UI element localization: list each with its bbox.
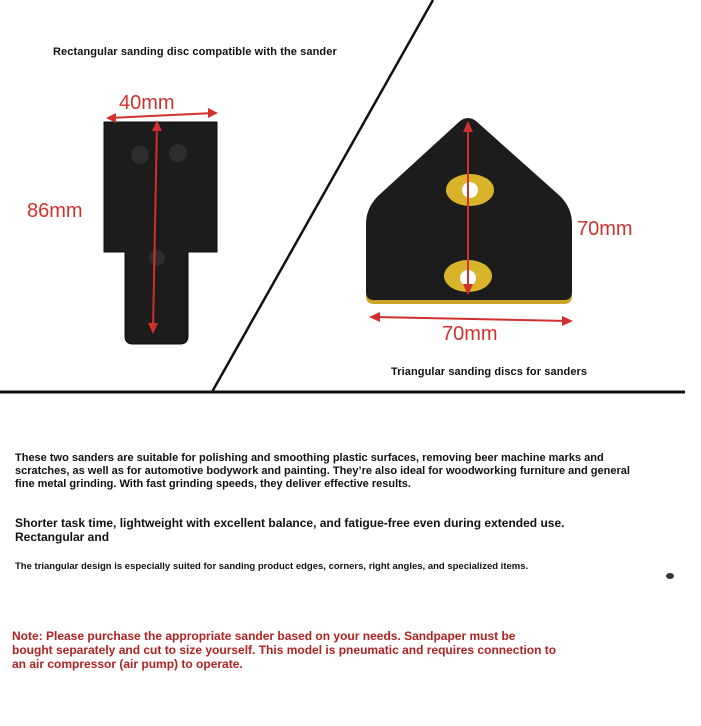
purchase-note: Note: Please purchase the appropriate sander based on your needs. Sandpaper must be bought separately and cut to size yourself. This model is pneumatic and requires connection to an air compressor (air pump) to operate. xyxy=(12,629,557,671)
description-paragraph-3: The triangular design is especially suited for sanding product edges, corners, right angles, and specialized items. xyxy=(15,561,529,572)
tri-disc-caption: Triangular sanding discs for sanders xyxy=(391,366,588,378)
tri-height-label: 70mm xyxy=(577,218,633,240)
description-paragraph-2: Shorter task time, lightweight with excellent balance, and fatigue-free even during extended use. Rectangular and xyxy=(15,516,565,544)
tri-width-label: 70mm xyxy=(442,323,498,345)
rect-disc-caption: Rectangular sanding disc compatible with the sander xyxy=(53,46,337,58)
rect-width-label: 40mm xyxy=(119,92,175,114)
rectangular-pad xyxy=(104,122,217,344)
description-paragraph-1: These two sanders are suitable for polishing and smoothing plastic surfaces, removing beer machine marks and scratches, as well as for automotive bodywork and painting. They’re also ideal for woodworking furniture and general fine metal grinding. With fast grinding speeds, they deliver effective results. xyxy=(15,452,630,490)
decorative-dot xyxy=(666,573,674,579)
rect-height-label: 86mm xyxy=(27,200,83,222)
